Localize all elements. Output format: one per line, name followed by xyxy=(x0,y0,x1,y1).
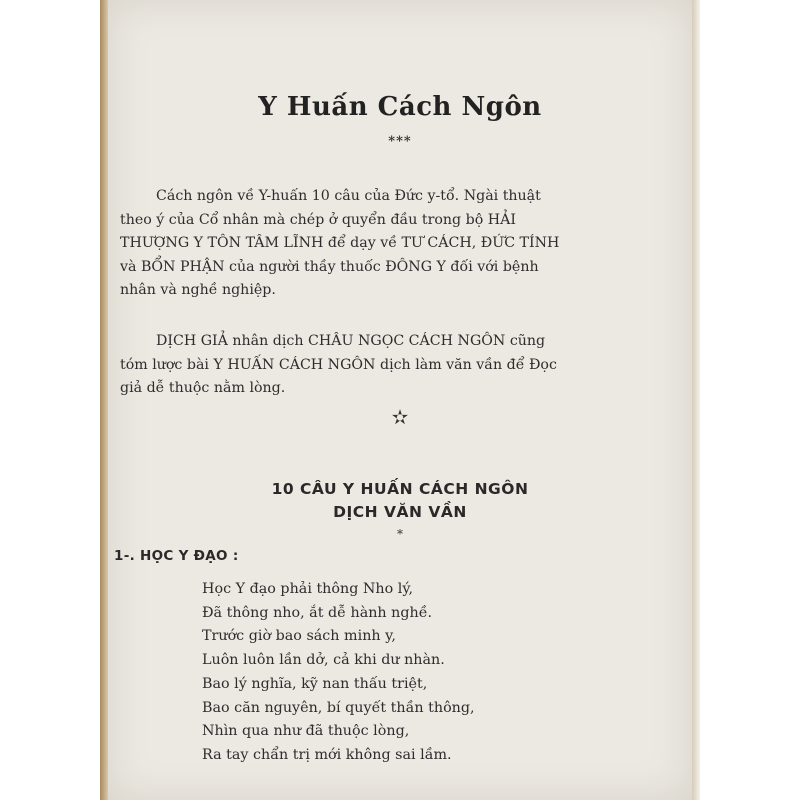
intro-line: nhân và nghề nghiệp. xyxy=(120,282,276,299)
page-title: Y Huấn Cách Ngôn xyxy=(258,92,542,122)
section-subtitle: DỊCH VĂN VẦN xyxy=(333,503,467,521)
poem-line: Học Y đạo phải thông Nho lý, xyxy=(202,581,414,597)
intro-line: THƯỢNG Y TÔN TÂM LĨNH để dạy về TƯ CÁCH, ĐỨC TÍNH xyxy=(120,235,560,252)
star-divider-icon: ✫ xyxy=(391,405,409,429)
intro-paragraph xyxy=(120,185,680,303)
translator-paragraph xyxy=(120,330,680,401)
intro-line: theo ý của Cổ nhân mà chép ở quyển đầu trong bộ HẢI xyxy=(120,211,516,228)
verse-heading: 1-. HỌC Y ĐẠO : xyxy=(114,548,239,564)
book-page xyxy=(108,0,692,800)
section-ornament: * xyxy=(397,527,403,541)
book-spine xyxy=(100,0,108,800)
poem-line: Bao lý nghĩa, kỹ nan thấu triệt, xyxy=(202,675,428,692)
poem-verse xyxy=(202,578,475,768)
translator-line: giả dễ thuộc nằm lòng. xyxy=(120,380,286,397)
poem-line: Luôn luôn lần dở, cả khi dư nhàn. xyxy=(202,652,445,669)
intro-line: Cách ngôn về Y-huấn 10 câu của Đức y-tổ. Ngài thuật xyxy=(156,188,541,204)
poem-line: Bao căn nguyên, bí quyết thần thông, xyxy=(202,699,475,716)
poem-line: Ra tay chẩn trị mới không sai lầm. xyxy=(202,746,452,763)
poem-line: Nhìn qua như đã thuộc lòng, xyxy=(202,723,410,740)
poem-line: Đã thông nho, ắt dễ hành nghề. xyxy=(202,604,433,621)
page-edge xyxy=(692,0,700,800)
intro-line: và BỔN PHẬN của người thầy thuốc ĐÔNG Y đối với bệnh xyxy=(120,258,539,275)
translator-line: DỊCH GIẢ nhân dịch CHÂU NGỌC CÁCH NGÔN cũng xyxy=(156,333,546,349)
translator-line: tóm lược bài Y HUẤN CÁCH NGÔN dịch làm văn vần để Đọc xyxy=(120,356,557,373)
title-ornament: *** xyxy=(388,134,412,149)
section-title: 10 CÂU Y HUẤN CÁCH NGÔN xyxy=(271,480,529,498)
poem-line: Trước giờ bao sách minh y, xyxy=(202,628,396,645)
